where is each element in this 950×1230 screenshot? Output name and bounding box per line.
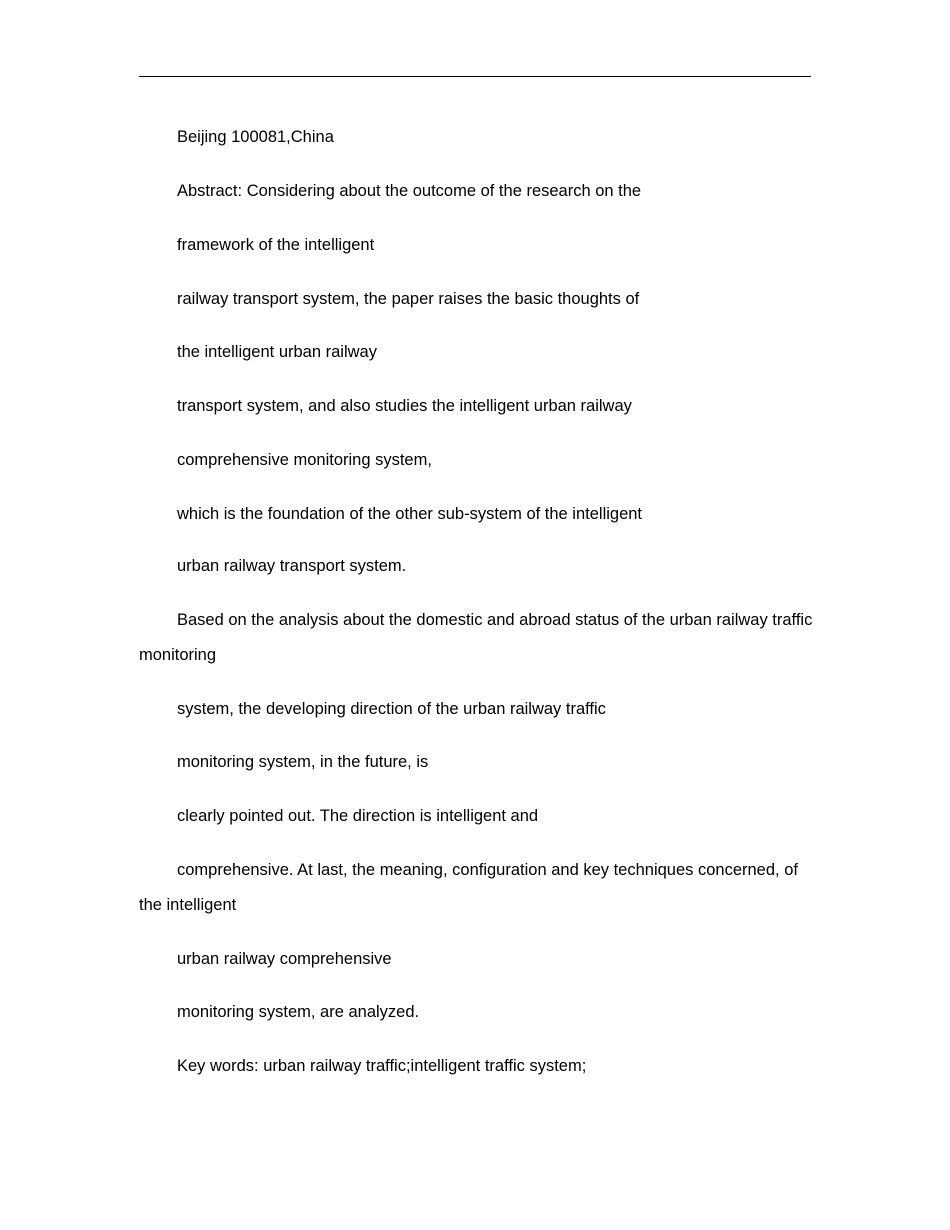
text-line: Abstract: Considering about the outcome of the research on the bbox=[177, 182, 642, 200]
text-line: transport system, and also studies the intelligent urban railway bbox=[177, 397, 632, 415]
text-line: comprehensive. At last, the meaning, configuration and key techniques concerned, of the intelligent bbox=[139, 861, 798, 914]
text-line: railway transport system, the paper raises the basic thoughts of bbox=[177, 290, 640, 308]
text-line: comprehensive monitoring system, bbox=[177, 451, 432, 469]
text-line: Key words: urban railway traffic;intelligent traffic system; bbox=[177, 1057, 587, 1075]
text-line: framework of the intelligent bbox=[177, 236, 375, 254]
text-line: urban railway comprehensive bbox=[177, 950, 392, 968]
text-line: which is the foundation of the other sub-system of the intelligent bbox=[177, 505, 643, 523]
text-line: Based on the analysis about the domestic and abroad status of the urban railway traffic monitoring bbox=[139, 611, 813, 664]
header-rule bbox=[139, 76, 811, 77]
text-line: monitoring system, are analyzed. bbox=[177, 1003, 420, 1021]
text-line: clearly pointed out. The direction is intelligent and bbox=[177, 807, 539, 825]
text-line: system, the developing direction of the urban railway traffic bbox=[177, 700, 606, 718]
text-line: the intelligent urban railway bbox=[177, 343, 377, 361]
text-line: monitoring system, in the future, is bbox=[177, 753, 429, 771]
text-line: Beijing 100081,China bbox=[177, 128, 334, 146]
text-line: urban railway transport system. bbox=[177, 557, 407, 575]
